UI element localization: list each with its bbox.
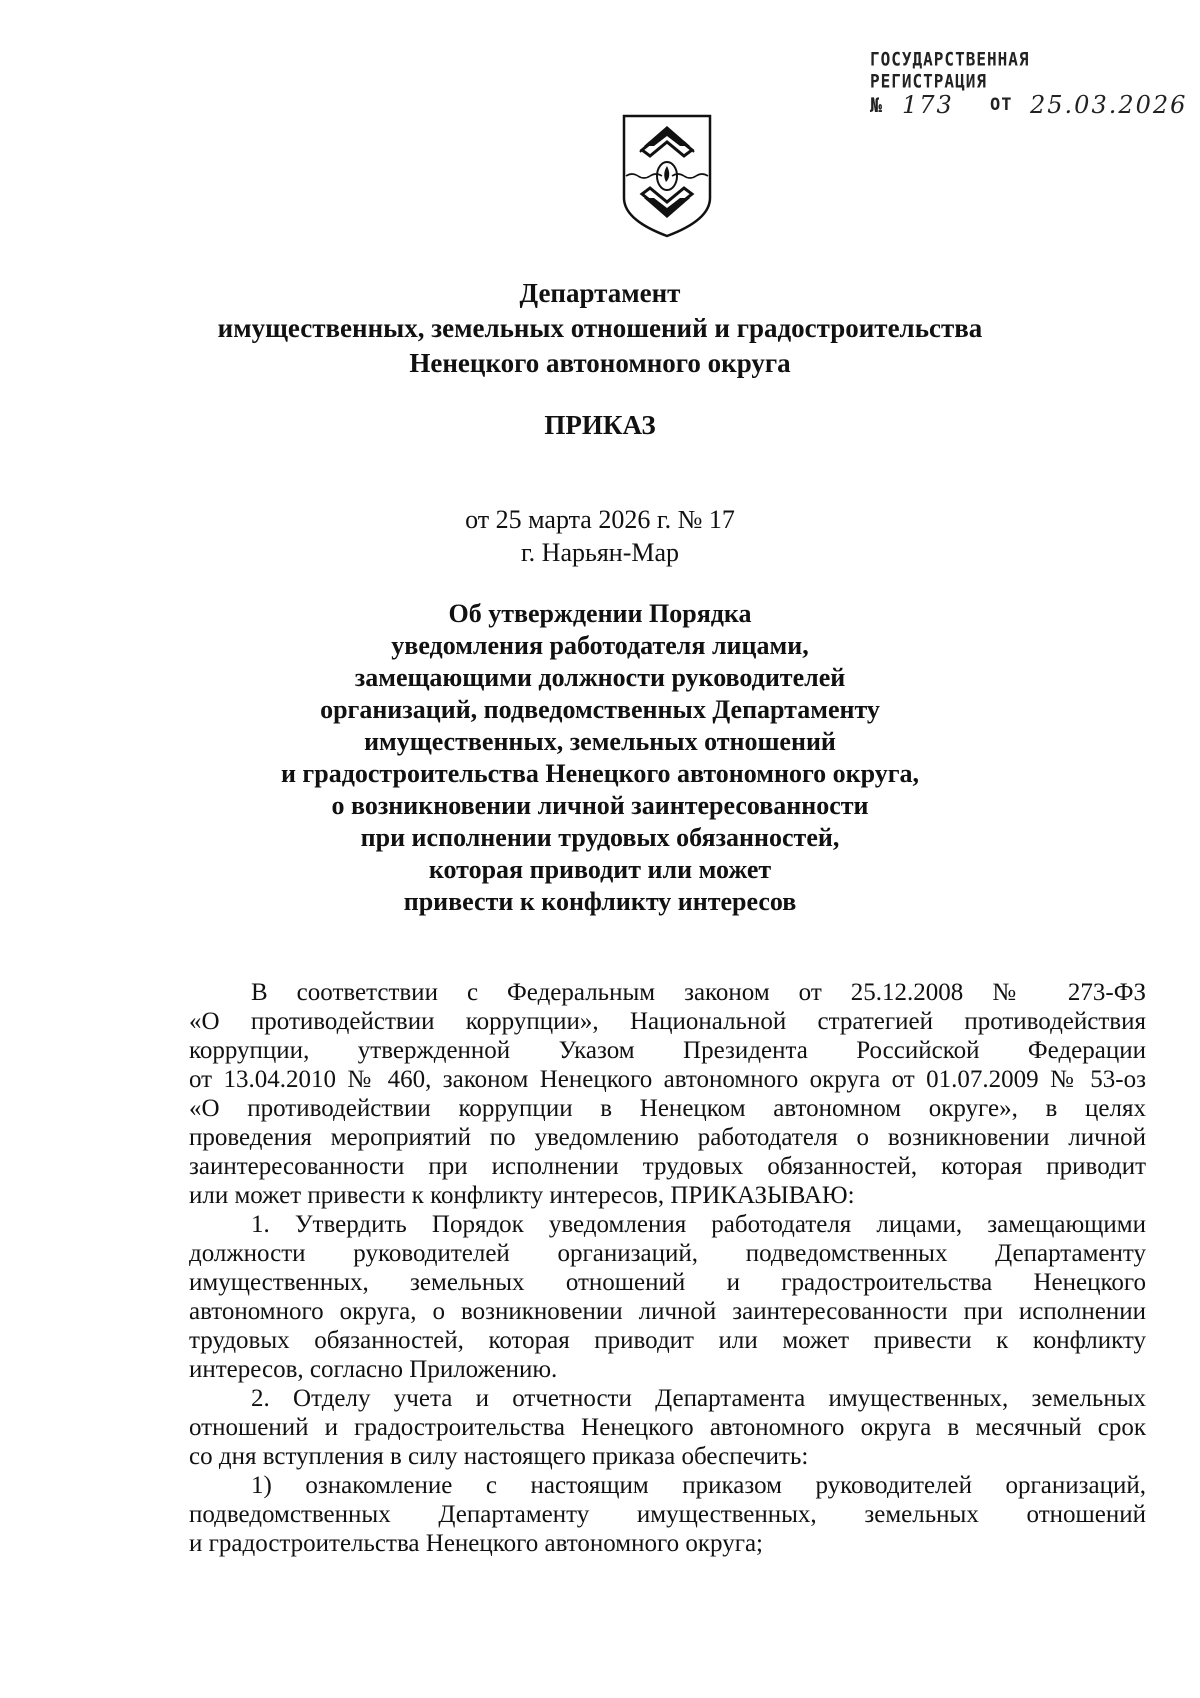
order-subject: [0, 598, 1200, 918]
stamp-from-label: ОТ: [990, 95, 1013, 115]
subject-line: имущественных, земельных отношений: [364, 727, 836, 756]
body-line: отношений и градостроительства Ненецкого автономного округа в месячный срок: [189, 1414, 1146, 1441]
body-line: интересов, согласно Приложению.: [189, 1356, 558, 1383]
body-line: 2. Отделу учета и отчетности Департамента имущественных, земельных: [251, 1385, 1146, 1412]
stamp-line-2: РЕГИСТРАЦИЯ: [870, 70, 987, 92]
dept-line-3: Ненецкого автономного округа: [409, 348, 791, 378]
date-place-block: [0, 503, 1200, 569]
body-line: «О противодействии коррупции в Ненецком автономном округе», в целях: [189, 1095, 1146, 1122]
stamp-line-1: ГОСУДАРСТВЕННАЯ: [870, 48, 1030, 70]
subject-line: при исполнении трудовых обязанностей,: [360, 823, 840, 852]
department-name: [0, 276, 1200, 381]
subject-line: замещающими должности руководителей: [354, 663, 846, 692]
body-line: В соответствии с Федеральным законом от 25.12.2008 № 273-ФЗ: [251, 979, 1146, 1006]
body-line: 1. Утвердить Порядок уведомления работодателя лицами, замещающими: [251, 1211, 1146, 1238]
body-line: от 13.04.2010 № 460, законом Ненецкого автономного округа от 01.07.2009 № 53-оз: [189, 1066, 1146, 1093]
body-line: или может привести к конфликту интересов, ПРИКАЗЫВАЮ:: [189, 1182, 855, 1209]
subject-line: уведомления работодателя лицами,: [391, 631, 809, 660]
body-line: заинтересованности при исполнении трудовых обязанностей, которая приводит: [189, 1153, 1146, 1180]
body-line: коррупции, утвержденной Указом Президента Российской Федерации: [189, 1037, 1146, 1064]
paragraph-subitem-1: [189, 1471, 1146, 1558]
paragraph-item-1: [189, 1210, 1146, 1384]
body-line: со дня вступления в силу настоящего приказа обеспечить:: [189, 1443, 809, 1470]
body-line: проведения мероприятий по уведомлению работодателя о возникновении личной: [189, 1124, 1146, 1151]
subject-line: Об утверждении Порядка: [448, 599, 752, 628]
subject-line: которая приводит или может: [428, 855, 772, 884]
body-line: 1) ознакомление с настоящим приказом руководителей организаций,: [251, 1472, 1146, 1499]
subject-line: о возникновении личной заинтересованности: [331, 791, 869, 820]
document-type: ПРИКАЗ: [544, 410, 656, 440]
stamp-date: 25.03.2026: [1030, 91, 1188, 119]
paragraph-item-2: [189, 1384, 1146, 1471]
order-city: г. Нарьян-Мар: [520, 538, 680, 567]
stamp-number-row: [870, 91, 1188, 119]
subject-line: и градостроительства Ненецкого автономного округа,: [280, 759, 920, 788]
body-line: автономного округа, о возникновении личной заинтересованности при исполнении: [189, 1298, 1146, 1325]
coat-of-arms-emblem: [620, 112, 714, 240]
dept-line-1: Департамент: [519, 278, 681, 308]
body-line: «О противодействии коррупции», Национальной стратегией противодействия: [189, 1008, 1146, 1035]
subject-line: организаций, подведомственных Департаменту: [320, 695, 880, 724]
stamp-number: 173: [902, 91, 954, 119]
subject-line: привести к конфликту интересов: [403, 887, 797, 916]
body-line: и градостроительства Ненецкого автономного округа;: [189, 1530, 763, 1557]
paragraph-preamble: [189, 978, 1146, 1210]
body-line: подведомственных Департаменту имущественных, земельных отношений: [189, 1501, 1146, 1528]
dept-line-2: имущественных, земельных отношений и градостроительства: [217, 313, 983, 343]
order-date-number: от 25 марта 2026 г. № 17: [465, 505, 735, 534]
stamp-number-label: №: [870, 93, 884, 117]
body-line: должности руководителей организаций, подведомственных Департаменту: [189, 1240, 1146, 1267]
body-line: имущественных, земельных отношений и градостроительства Ненецкого: [189, 1269, 1146, 1296]
body-line: трудовых обязанностей, которая приводит или может привести к конфликту: [189, 1327, 1146, 1354]
